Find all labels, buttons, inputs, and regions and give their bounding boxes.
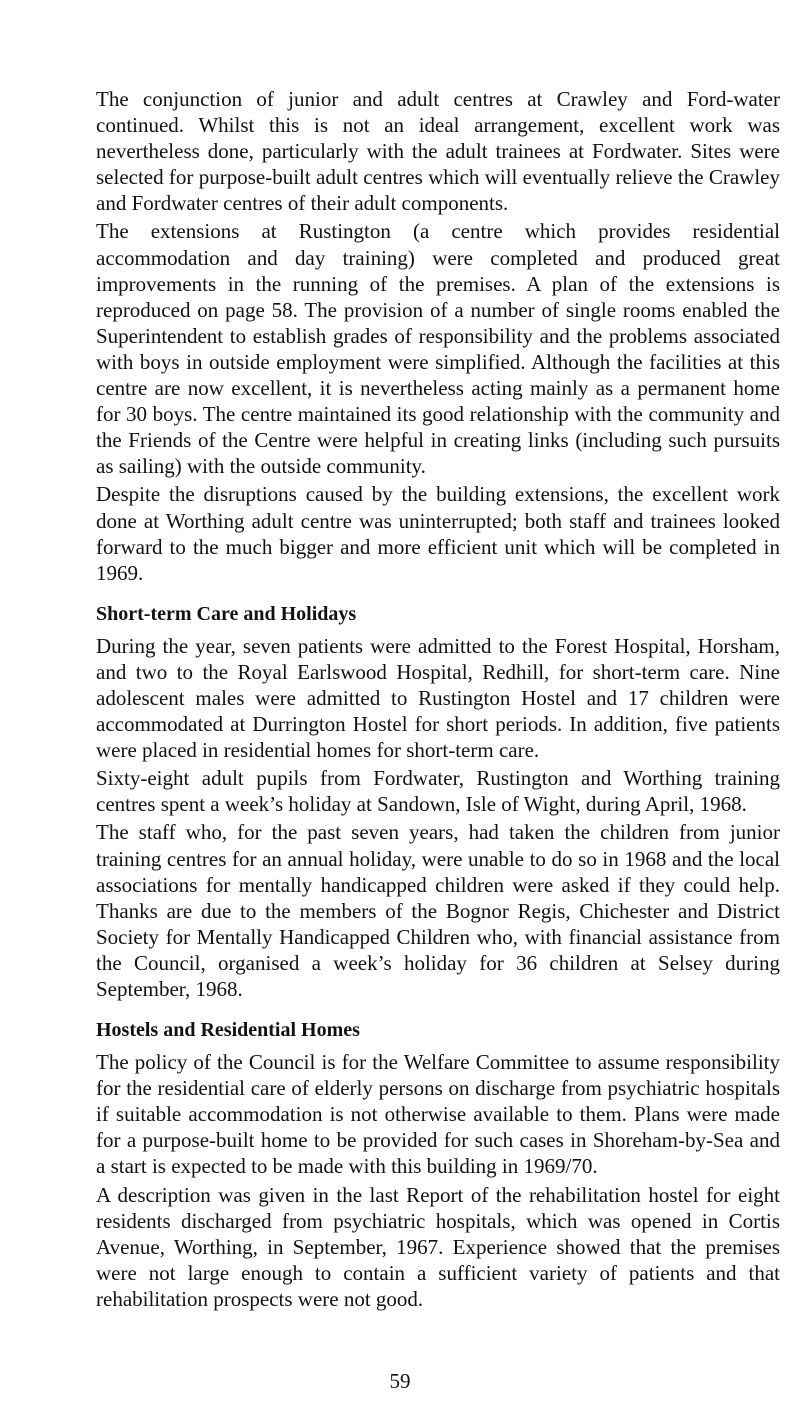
paragraph-short-term-admissions: During the year, seven patients were admitted to the Forest Hospital, Horsham, and two to the Royal Earlswood Hospital, Redhill, for short-term care. Nine adolescent males were admitted to Rustington Hostel and 17 children were accommodated at Durrington Hostel for short periods. In addition, five patients were placed in residential homes for short-term care. [96,633,780,763]
paragraph-sandown-holiday: Sixty-eight adult pupils from Fordwater, Rustington and Worthing training centres spent a week’s holiday at Sandown, Isle of Wight, during April, 1968. [96,766,780,817]
document-page [96,86,780,1312]
paragraph-rehabilitation-hostel: A description was given in the last Report of the rehabilitation hostel for eight residents discharged from psychiatric hospitals, which was opened in Cortis Avenue, Worthing, in September, 1967. Experience showed that the premises were not large enough to contain a sufficient variety of patients and that rehabilitation prospects were not good. [96,1182,780,1311]
paragraph-council-policy: The policy of the Council is for the Welfare Committee to assume responsibility for the residential care of elderly persons on discharge from psychiatric hospitals if suitable accommodation is not otherwise available to them. Plans were made for a purpose-built home to be provided for such cases in Shoreham-by-Sea and a start is expected to be made with this building in 1969/70. [96,1050,780,1179]
paragraph-worthing-adult-centre: Despite the disruptions caused by the building extensions, the excellent work done at Worthing adult centre was uninterrupted; both staff and trainees looked forward to the much bigger and more efficient unit which will be completed in 1969. [96,482,780,585]
heading-hostels-residential-homes: Hostels and Residential Homes [96,1019,360,1042]
paragraph-junior-adult-centres: The conjunction of junior and adult centres at Crawley and Ford-water continued. Whilst this is not an ideal arrangement, excellent work was nevertheless done, particularly with the adult trainees at Fordwater. Sites were selected for purpose-built adult centres which will eventually relieve the Crawley and Fordwater centres of their adult components. [96,87,780,216]
paragraph-rustington-extensions: The extensions at Rustington (a centre which provides residential accommodation and day training) were completed and produced great improvements in the running of the premises. A plan of the extensions is reproduced on page 58. The provision of a number of single rooms enabled the Superintendent to establish grades of responsibility and the problems associated with boys in outside employment were simplified. Although the facilities at this centre are now excellent, it is nevertheless acting mainly as a permanent home for 30 boys. The centre maintained its good relationship with the community and the Friends of the Centre were helpful in creating links (including such pursuits as sailing) with the outside community. [96,219,780,479]
page-number: 59 [389,1369,411,1393]
heading-short-term-care: Short-term Care and Holidays [96,602,357,625]
paragraph-selsey-holiday: The staff who, for the past seven years, had taken the children from junior training centres for an annual holiday, were unable to do so in 1968 and the local associations for mentally handicapped children were asked if they could help. Thanks are due to the members of the Bognor Regis, Chichester and District Society for Mentally Handicapped Children who, with financial assistance from the Council, organised a week’s holiday for 36 children at Selsey during September, 1968. [96,820,780,1001]
